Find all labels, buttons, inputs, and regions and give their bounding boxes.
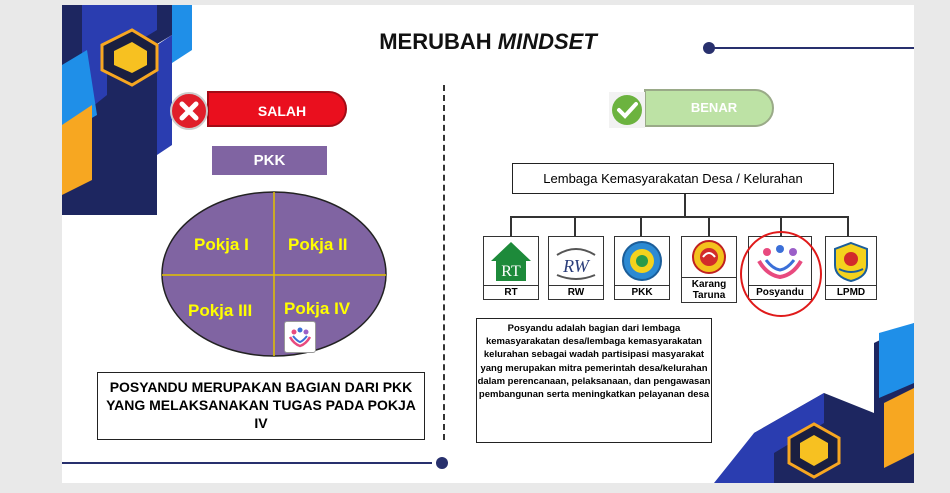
connector-stem <box>684 194 686 216</box>
org-title-box: Lembaga Kemasyarakatan Desa / Kelurahan <box>512 163 834 194</box>
institution-label: RT <box>484 285 538 299</box>
connector-rw <box>574 216 576 236</box>
rw-logo-icon <box>552 239 600 283</box>
connector-rt <box>510 216 512 236</box>
pkk-box: PKK <box>212 146 327 175</box>
corner-decoration-bottom-right <box>714 323 914 483</box>
svg-text:RW: RW <box>563 256 589 276</box>
slide <box>62 5 914 483</box>
karang-taruna-emblem-icon <box>689 239 729 275</box>
institution-rw <box>548 236 604 300</box>
bottom-line <box>62 462 432 464</box>
section-divider <box>443 85 445 440</box>
pokja-4: Pokja IV <box>284 299 351 318</box>
check-mark-icon <box>608 91 646 129</box>
svg-text:RT: RT <box>501 263 521 280</box>
salah-label: SALAH <box>207 91 347 127</box>
institution-label: PKK <box>615 285 669 299</box>
slide-title <box>62 29 914 55</box>
institution-karang-taruna <box>681 236 737 303</box>
pokja-2: Pokja II <box>288 235 348 254</box>
house-rt-icon <box>487 239 535 283</box>
title-line <box>710 47 914 49</box>
posyandu-hearts-icon <box>284 321 316 353</box>
connector-karang-taruna <box>708 216 710 236</box>
institution-label: LPMD <box>826 285 876 299</box>
institution-lpmd <box>825 236 877 300</box>
connector-bar <box>510 216 847 218</box>
pokja-1: Pokja I <box>194 235 249 254</box>
title-prefix: MERUBAH <box>379 29 492 54</box>
pokja-3: Pokja III <box>188 301 253 320</box>
title-emphasis: MINDSET <box>497 29 597 54</box>
posyandu-description: Posyandu adalah bagian dari lembaga kemasyarakatan desa/lembaga kemasyarakatan kelurahan sebagai wadah partisipasi masyarakat yang merupakan mitra pemerintah desa/kelurahan dalam perencanaan, pelaksanaan, dan pengawasan pembangunan serta meningkatkan pelayanan desa <box>476 318 712 443</box>
pkk-emblem-icon <box>620 239 664 283</box>
lpmd-emblem-icon <box>829 239 873 283</box>
connector-lpmd <box>847 216 849 236</box>
institution-label: Karang Taruna <box>682 277 736 302</box>
posyandu-highlight-circle <box>740 231 822 317</box>
institution-label: RW <box>549 285 603 299</box>
connector-pkk <box>640 216 642 236</box>
benar-label: BENAR <box>644 89 774 127</box>
wrong-statement: POSYANDU MERUPAKAN BAGIAN DARI PKK YANG MELAKSANAKAN TUGAS PADA POKJA IV <box>97 372 425 440</box>
x-mark-icon <box>169 91 209 131</box>
institution-rt <box>483 236 539 300</box>
institution-pkk <box>614 236 670 300</box>
institution-label: Posyandu <box>749 285 811 299</box>
pokja-ellipse <box>160 190 388 358</box>
bottom-line-dot <box>436 457 448 469</box>
